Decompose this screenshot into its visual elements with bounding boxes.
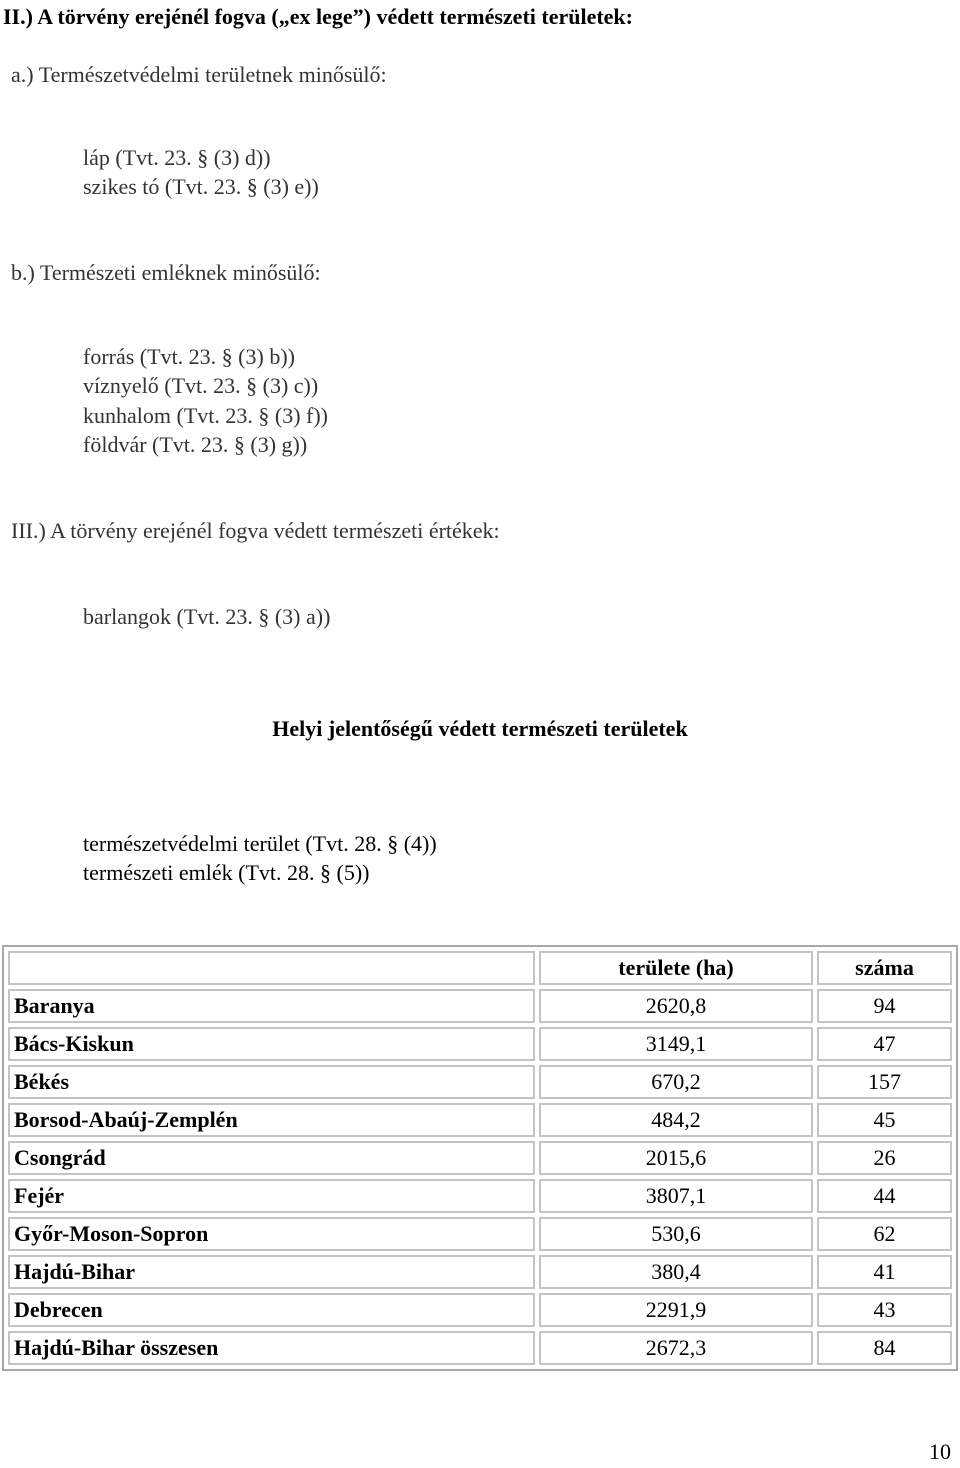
area-cell: 3149,1: [539, 1027, 813, 1061]
header-empty-cell: [8, 951, 535, 985]
area-cell: 2291,9: [539, 1293, 813, 1327]
county-name-cell: Fejér: [8, 1179, 535, 1213]
list-item: barlangok (Tvt. 23. § (3) a)): [83, 604, 331, 629]
list-item: földvár (Tvt. 23. § (3) g)): [83, 432, 308, 457]
table-row: [8, 1141, 952, 1175]
county-protected-areas-table: [2, 945, 958, 1371]
area-cell: 2015,6: [539, 1141, 813, 1175]
table-header-row: [8, 951, 952, 985]
table-row: [8, 1065, 952, 1099]
count-cell: 84: [817, 1331, 952, 1365]
table-row: [8, 1103, 952, 1137]
county-name-cell: Győr-Moson-Sopron: [8, 1217, 535, 1251]
header-area: területe (ha): [539, 951, 813, 985]
table-row: [8, 1331, 952, 1365]
table-row: [8, 1255, 952, 1289]
county-name-cell: Békés: [8, 1065, 535, 1099]
subsection-b-label: b.) Természeti emléknek minősülő:: [11, 260, 321, 285]
table-row: [8, 1027, 952, 1061]
county-name-cell: Csongrád: [8, 1141, 535, 1175]
section-iii-heading: III.) A törvény erejénél fogva védett természeti értékek:: [11, 518, 500, 543]
area-cell: 3807,1: [539, 1179, 813, 1213]
list-item: szikes tó (Tvt. 23. § (3) e)): [83, 174, 319, 199]
area-cell: 484,2: [539, 1103, 813, 1137]
local-protected-areas-title: Helyi jelentőségű védett természeti területek: [272, 716, 688, 741]
count-cell: 62: [817, 1217, 952, 1251]
list-item: víznyelő (Tvt. 23. § (3) c)): [83, 373, 319, 398]
county-name-cell: Baranya: [8, 989, 535, 1023]
area-cell: 670,2: [539, 1065, 813, 1099]
county-name-cell: Borsod-Abaúj-Zemplén: [8, 1103, 535, 1137]
count-cell: 43: [817, 1293, 952, 1327]
county-name-cell: Debrecen: [8, 1293, 535, 1327]
county-name-cell: Hajdú-Bihar összesen: [8, 1331, 535, 1365]
table-row: [8, 1179, 952, 1213]
list-item: kunhalom (Tvt. 23. § (3) f)): [83, 403, 328, 428]
page-number: 10: [929, 1439, 951, 1464]
count-cell: 41: [817, 1255, 952, 1289]
area-cell: 2620,8: [539, 989, 813, 1023]
table-row: [8, 1293, 952, 1327]
table-row: [8, 989, 952, 1023]
subsection-a-label: a.) Természetvédelmi területnek minősülő:: [11, 62, 387, 87]
list-item: forrás (Tvt. 23. § (3) b)): [83, 344, 295, 369]
list-item: láp (Tvt. 23. § (3) d)): [83, 145, 271, 170]
county-name-cell: Hajdú-Bihar: [8, 1255, 535, 1289]
area-cell: 380,4: [539, 1255, 813, 1289]
count-cell: 94: [817, 989, 952, 1023]
area-cell: 2672,3: [539, 1331, 813, 1365]
list-item: természeti emlék (Tvt. 28. § (5)): [83, 860, 370, 885]
list-item: természetvédelmi terület (Tvt. 28. § (4)): [83, 831, 437, 856]
section-ii-heading: II.) A törvény erejénél fogva („ex lege”) védett természeti területek:: [3, 4, 633, 29]
area-cell: 530,6: [539, 1217, 813, 1251]
header-count: száma: [817, 951, 952, 985]
count-cell: 44: [817, 1179, 952, 1213]
count-cell: 45: [817, 1103, 952, 1137]
table-row: [8, 1217, 952, 1251]
count-cell: 26: [817, 1141, 952, 1175]
count-cell: 157: [817, 1065, 952, 1099]
count-cell: 47: [817, 1027, 952, 1061]
county-name-cell: Bács-Kiskun: [8, 1027, 535, 1061]
